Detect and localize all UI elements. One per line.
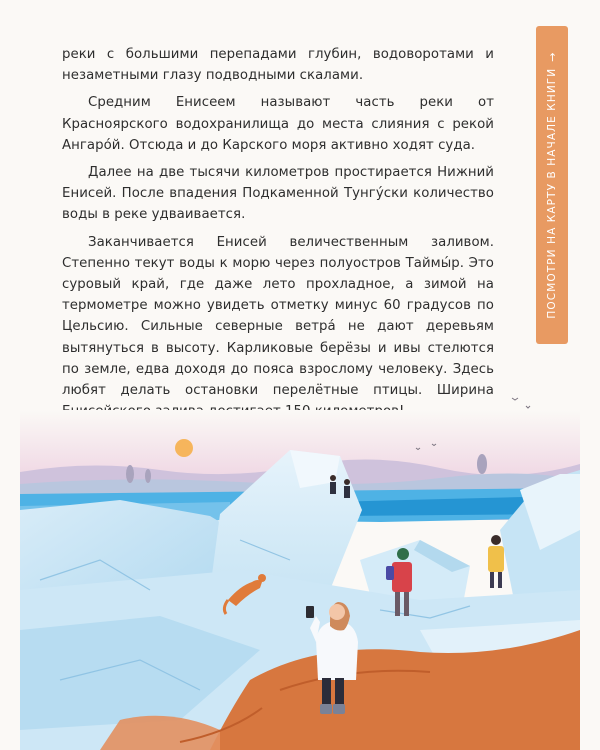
arrow-right-icon: → xyxy=(545,51,559,62)
frozen-river-illustration xyxy=(0,390,600,750)
map-reference-text: ПОСМОТРИ НА КАРТУ В НАЧАЛЕ КНИГИ xyxy=(546,67,558,319)
paragraph-1: реки с большими перепадами глубин, водоворотами и незаметными глазу подводными скалами. xyxy=(62,47,494,84)
paragraph-3: Далее на две тысячи километров простирается Нижний Енисей. После впадения Подкаменной Тунгу́ски количество воды в реке удваивается. xyxy=(62,165,494,223)
person-yellow-coat xyxy=(488,535,504,588)
paragraph-4: Заканчивается Енисей величественным заливом. Степенно текут воды к морю через полуостров Таймы́р. Это суровый край, где даже лето прохладное, а зимой на термометре можно увидеть отметку минус 60 градусов по Цельсию. Сильные северные ветра́ не дают деревьям вытянуться в высоту. Карликовые берёзы и ивы стелются по земле, едва доходя до пояса взрослому человеку. Здесь любят делать остановки перелётные птицы. Ширина xyxy=(62,234,494,399)
sun xyxy=(175,439,193,457)
map-reference-label xyxy=(536,26,568,344)
body-text xyxy=(62,44,494,428)
map-reference-tab xyxy=(536,26,568,344)
paragraph-2: Средним Енисеем называют часть реки от Красноярского водохранилища до места слияния с рекой Ангаро́й. Отсюда и до Карского моря активно ходят суда. xyxy=(62,95,494,153)
